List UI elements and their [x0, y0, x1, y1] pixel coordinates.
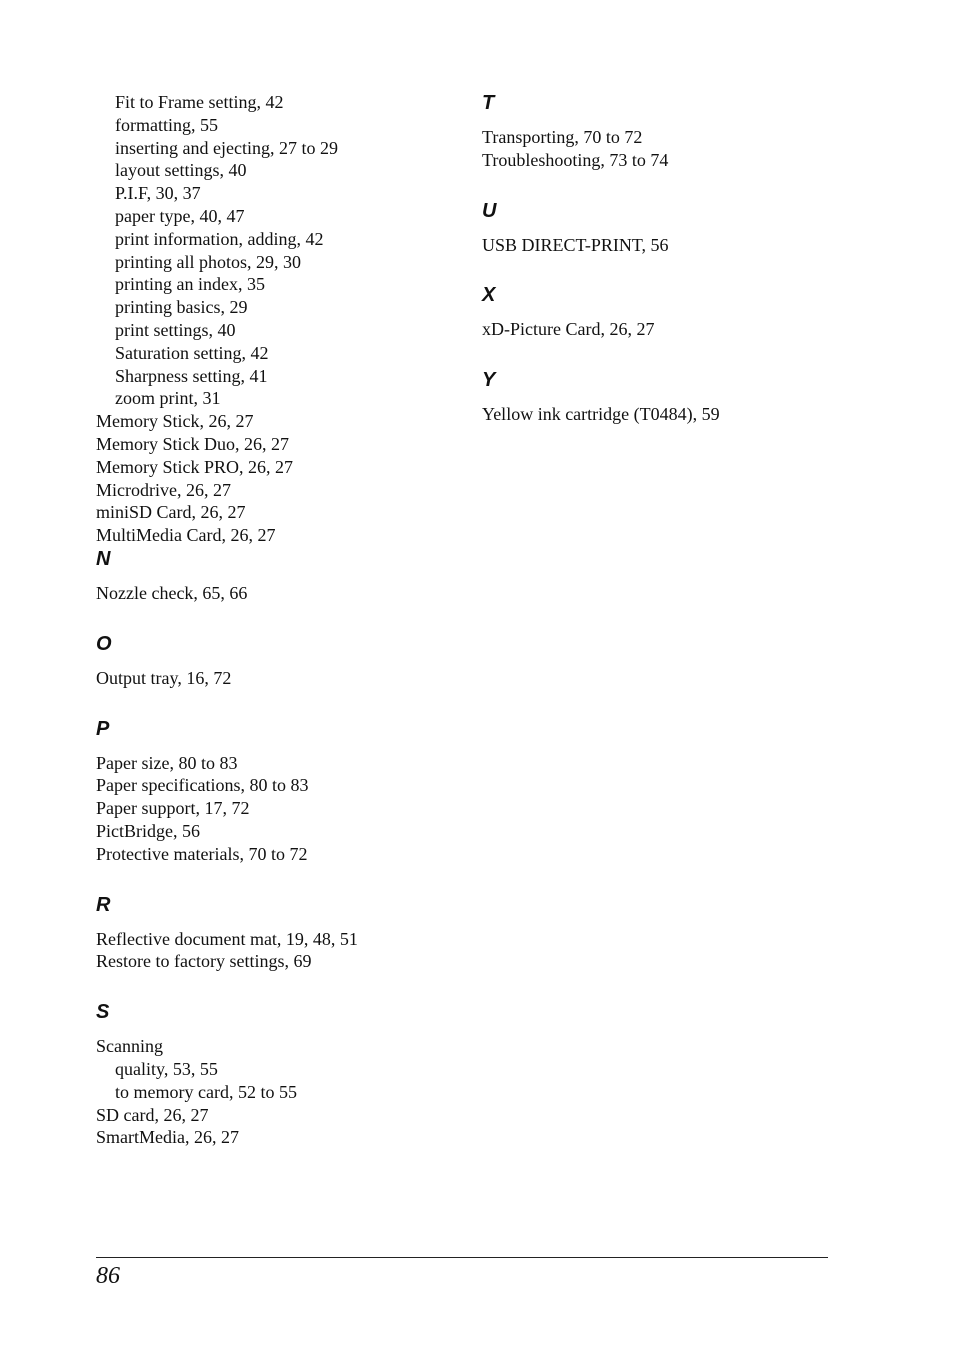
index-entry: Yellow ink cartridge (T0484), 59: [482, 404, 720, 425]
index-section-s: [96, 1000, 466, 1149]
index-subentry: print settings, 40: [115, 319, 236, 340]
index-entry: Microdrive, 26, 27: [96, 479, 231, 500]
index-entry: Troubleshooting, 73 to 74: [482, 149, 669, 170]
section-letter: T: [482, 92, 495, 114]
index-entry: USB DIRECT-PRINT, 56: [482, 234, 669, 255]
index-entry: Restore to factory settings, 69: [96, 951, 312, 972]
section-letter: O: [96, 632, 112, 655]
index-section-n: [96, 547, 466, 605]
index-subentry: to memory card, 52 to 55: [115, 1081, 297, 1102]
index-entry: Paper size, 80 to 83: [96, 752, 238, 773]
page-number: 86: [96, 1263, 120, 1289]
index-subentry: Sharpness setting, 41: [115, 365, 268, 386]
section-letter: P: [96, 717, 110, 740]
index-subentry: printing an index, 35: [115, 274, 265, 295]
index-entry: Memory Stick Duo, 26, 27: [96, 433, 289, 454]
index-subentry: layout settings, 40: [115, 160, 247, 181]
index-entry: Protective materials, 70 to 72: [96, 843, 308, 864]
index-entry: Reflective document mat, 19, 48, 51: [96, 928, 358, 949]
index-subentry: printing basics, 29: [115, 297, 248, 318]
section-letter: U: [482, 199, 497, 222]
section-letter: X: [482, 284, 496, 307]
index-entry: Memory Stick PRO, 26, 27: [96, 456, 294, 477]
index-entry: miniSD Card, 26, 27: [96, 502, 246, 523]
index-section-u: [482, 199, 882, 257]
index-entry: MultiMedia Card, 26, 27: [96, 525, 276, 546]
index-entry: PictBridge, 56: [96, 820, 200, 841]
section-letter: S: [96, 1001, 110, 1024]
index-subentry: quality, 53, 55: [115, 1058, 218, 1079]
index-entry: Transporting, 70 to 72: [482, 127, 643, 147]
index-subentry: zoom print, 31: [115, 388, 221, 409]
index-entry: Output tray, 16, 72: [96, 667, 232, 688]
index-entry: Memory Stick, 26, 27: [96, 411, 254, 432]
section-letter: N: [96, 547, 111, 570]
index-subentry: Saturation setting, 42: [115, 342, 269, 363]
index-subentry: printing all photos, 29, 30: [115, 251, 301, 272]
index-subentry: Fit to Frame setting, 42: [115, 92, 284, 112]
section-letter: R: [96, 893, 111, 916]
index-section-y: [482, 368, 882, 426]
index-section-r: [96, 893, 466, 974]
index-subentry: P.I.F, 30, 37: [115, 183, 201, 204]
index-entry: Paper support, 17, 72: [96, 798, 250, 819]
index-subentry: paper type, 40, 47: [115, 205, 245, 226]
index-entry: SmartMedia, 26, 27: [96, 1127, 239, 1148]
index-sections-left: [96, 547, 466, 1149]
index-column-left: [96, 91, 466, 1149]
index-section-p: [96, 717, 466, 866]
index-entry: Paper specifications, 80 to 83: [96, 775, 309, 796]
index-sections-right: [482, 91, 882, 426]
index-subentry: formatting, 55: [115, 114, 218, 135]
index-entry: Nozzle check, 65, 66: [96, 582, 248, 603]
index-column-right: [482, 91, 882, 426]
index-entry: Scanning: [96, 1036, 163, 1057]
index-section-t: [482, 91, 882, 172]
index-section-o: [96, 632, 466, 690]
index-entry: SD card, 26, 27: [96, 1104, 209, 1125]
index-subentry: print information, adding, 42: [115, 228, 324, 249]
footer-rule: [96, 1257, 828, 1258]
section-letter: Y: [482, 369, 496, 392]
index-subentry: inserting and ejecting, 27 to 29: [115, 137, 338, 158]
index-section-x: [482, 283, 882, 341]
index-entry: xD-Picture Card, 26, 27: [482, 319, 655, 340]
index-continuation: [96, 91, 466, 547]
